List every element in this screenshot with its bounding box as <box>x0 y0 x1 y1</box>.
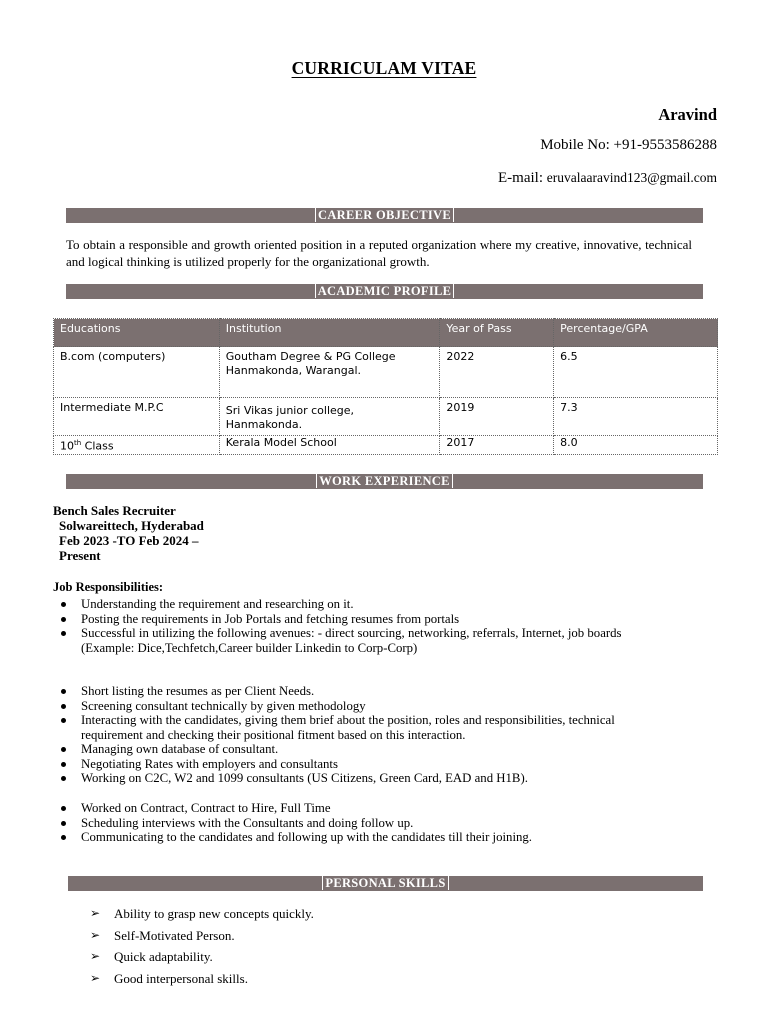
responsibilities-list-1 <box>53 597 673 655</box>
section-title: PERSONAL SKILLS <box>322 876 448 890</box>
class-number: 10 <box>60 439 74 453</box>
academic-table <box>53 318 718 455</box>
skill-item <box>90 971 314 993</box>
mobile-label: Mobile No: <box>540 137 610 153</box>
education-cell: B.com (computers) <box>54 347 220 398</box>
skill-text: Quick adaptability. <box>114 949 213 964</box>
list-item: Negotiating Rates with employers and consultants <box>53 757 673 772</box>
section-title: CAREER OBJECTIVE <box>315 208 454 222</box>
institution-line: Hanmakonda, Warangal. <box>225 364 362 377</box>
document-title-text: CURRICULAM VITAE <box>291 58 477 78</box>
column-header: Year of Pass <box>440 319 554 347</box>
list-item: Worked on Contract, Contract to Hire, Full Time <box>53 801 673 816</box>
email-label: E-mail: <box>498 170 543 186</box>
institution-cell <box>219 398 440 436</box>
responsibilities-list-3 <box>53 801 673 845</box>
job-period-end: Present <box>59 548 101 563</box>
education-cell <box>54 436 220 455</box>
arrow-bullet-icon: ➢ <box>90 927 101 942</box>
arrow-bullet-icon: ➢ <box>90 970 101 985</box>
email-value: eruvalaaravind123@gmail.com <box>546 170 717 185</box>
score-cell: 7.3 <box>554 398 718 436</box>
document-title <box>0 58 768 79</box>
responsibilities-list-2 <box>53 684 673 786</box>
email-line <box>498 170 717 187</box>
list-item: Screening consultant technically by given methodology <box>53 699 673 714</box>
institution-cell: Kerala Model School <box>219 436 440 455</box>
column-header: Percentage/GPA <box>554 319 718 347</box>
arrow-bullet-icon: ➢ <box>90 949 101 963</box>
mobile-line <box>540 137 717 154</box>
institution-line: Sri Vikas junior college, <box>225 404 355 417</box>
list-item: Managing own database of consultant. <box>53 742 673 757</box>
skills-list <box>90 906 314 992</box>
skill-item <box>90 928 314 950</box>
section-title: ACADEMIC PROFILE <box>315 284 455 298</box>
list-item: Interacting with the candidates, giving them brief about the position, roles and responsibilities, technical requirement and checking their positional fitment based on this interaction. <box>53 713 673 742</box>
list-item: Posting the requirements in Job Portals and fetching resumes from portals <box>53 612 673 627</box>
career-objective-text: To obtain a responsible and growth oriented position in a reputed organization where my creative, innovative, technical and logical thinking is utilized properly for the organizational growth. <box>66 237 692 269</box>
job-company: Solwareittech, Hyderabad <box>59 518 204 533</box>
list-item: Working on C2C, W2 and 1099 consultants (US Citizens, Green Card, EAD and H1B). <box>53 771 673 786</box>
job-summary <box>53 503 204 563</box>
class-suffix: th <box>74 439 82 447</box>
institution-cell <box>219 347 440 398</box>
mobile-value: +91-9553586288 <box>613 137 717 153</box>
job-role: Bench Sales Recruiter <box>53 503 176 518</box>
skill-item <box>90 906 314 928</box>
arrow-bullet-icon: ➢ <box>90 906 101 920</box>
candidate-name: Aravind <box>658 105 717 124</box>
skill-item <box>90 949 314 971</box>
responsibilities-heading: Job Responsibilities: <box>53 580 164 594</box>
list-item: Successful in utilizing the following avenues: - direct sourcing, networking, referrals, Internet, job boards (Example: Dice,Techfetch,Career builder Linkedin to Corp-Corp) <box>53 626 673 655</box>
table-row <box>54 347 718 398</box>
table-row <box>54 436 718 455</box>
list-item: Short listing the resumes as per Client Needs. <box>53 684 673 699</box>
year-cell: 2022 <box>440 347 554 398</box>
list-item: Understanding the requirement and researching on it. <box>53 597 673 612</box>
score-cell: 6.5 <box>554 347 718 398</box>
education-cell: Intermediate M.P.C <box>54 398 220 436</box>
column-header: Educations <box>54 319 220 347</box>
class-word: Class <box>81 439 114 453</box>
skill-text: Ability to grasp new concepts quickly. <box>114 906 314 921</box>
section-header-personal-skills <box>68 876 703 891</box>
skill-text: Good interpersonal skills. <box>114 970 248 986</box>
list-item: Scheduling interviews with the Consultants and doing follow up. <box>53 816 673 831</box>
skill-text: Self-Motivated Person. <box>114 927 235 943</box>
score-cell: 8.0 <box>554 436 718 455</box>
section-header-career-objective <box>66 208 703 223</box>
table-header-row <box>54 319 718 347</box>
year-cell: 2019 <box>440 398 554 436</box>
section-header-work-experience <box>66 474 703 489</box>
column-header: Institution <box>219 319 440 347</box>
table-row <box>54 398 718 436</box>
job-period: Feb 2023 -TO Feb 2024 – <box>59 533 199 548</box>
section-title: WORK EXPERIENCE <box>316 474 453 488</box>
institution-line: Hanmakonda. <box>225 418 303 431</box>
section-header-academic-profile <box>66 284 703 299</box>
institution-line: Goutham Degree & PG College <box>225 350 396 363</box>
list-item: Communicating to the candidates and following up with the candidates till their joining. <box>53 830 673 845</box>
year-cell: 2017 <box>440 436 554 455</box>
